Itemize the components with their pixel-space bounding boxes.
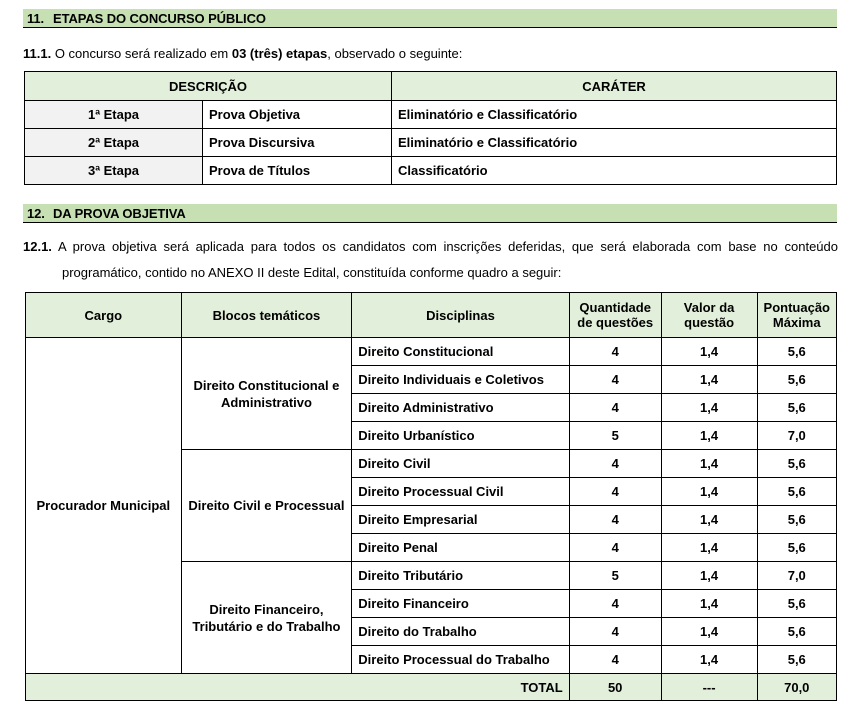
- bloco-cell: Direito Constitucional e Administrativo: [181, 338, 352, 450]
- exam-cell: Prova Objetiva: [203, 101, 392, 129]
- pontuacao-cell: 5,6: [757, 646, 836, 674]
- header-descricao: DESCRIÇÃO: [25, 72, 392, 101]
- pontuacao-cell: 5,6: [757, 338, 836, 366]
- quantidade-cell: 4: [569, 394, 661, 422]
- section-number: 12.: [27, 206, 45, 221]
- character-cell: Classificatório: [392, 157, 837, 185]
- header-blocos: Blocos temáticos: [181, 293, 352, 338]
- section-title: ETAPAS DO CONCURSO PÚBLICO: [53, 11, 266, 26]
- pontuacao-cell: 5,6: [757, 450, 836, 478]
- table-row: [25, 101, 837, 129]
- valor-cell: 1,4: [661, 394, 757, 422]
- total-pontuacao: 70,0: [757, 674, 836, 701]
- bloco-cell: Direito Civil e Processual: [181, 450, 352, 562]
- disciplina-cell: Direito Urbanístico: [352, 422, 569, 450]
- paragraph-12-1-line-1: [23, 233, 838, 260]
- total-valor: ---: [661, 674, 757, 701]
- quantidade-cell: 4: [569, 338, 661, 366]
- paragraph-text: O concurso será realizado em: [51, 46, 232, 61]
- paragraph-11-1: [23, 40, 462, 67]
- section-12-header: [23, 204, 837, 223]
- valor-cell: 1,4: [661, 646, 757, 674]
- quantidade-cell: 4: [569, 646, 661, 674]
- valor-cell: 1,4: [661, 590, 757, 618]
- quantidade-cell: 4: [569, 450, 661, 478]
- quantidade-cell: 4: [569, 478, 661, 506]
- quantidade-cell: 4: [569, 534, 661, 562]
- paragraph-text: , observado o seguinte:: [327, 46, 463, 61]
- section-number: 11.: [27, 11, 45, 26]
- quantidade-cell: 4: [569, 366, 661, 394]
- disciplina-cell: Direito Constitucional: [352, 338, 569, 366]
- pontuacao-cell: 5,6: [757, 506, 836, 534]
- valor-cell: 1,4: [661, 366, 757, 394]
- disciplina-cell: Direito Financeiro: [352, 590, 569, 618]
- header-valor: Valor da questão: [661, 293, 757, 338]
- table-row: [25, 157, 837, 185]
- paragraph-number: 11.1.: [23, 46, 52, 61]
- pontuacao-cell: 7,0: [757, 562, 836, 590]
- exam-cell: Prova Discursiva: [203, 129, 392, 157]
- disciplina-cell: Direito Individuais e Coletivos: [352, 366, 569, 394]
- valor-cell: 1,4: [661, 422, 757, 450]
- valor-cell: 1,4: [661, 534, 757, 562]
- stages-table: [24, 71, 837, 185]
- character-cell: Eliminatório e Classificatório: [392, 101, 837, 129]
- header-carater: CARÁTER: [392, 72, 837, 101]
- paragraph-number: 12.1.: [23, 239, 52, 254]
- stage-cell: 2ª Etapa: [25, 129, 203, 157]
- character-cell: Eliminatório e Classificatório: [392, 129, 837, 157]
- quantidade-cell: 4: [569, 506, 661, 534]
- pontuacao-cell: 7,0: [757, 422, 836, 450]
- valor-cell: 1,4: [661, 450, 757, 478]
- pontuacao-cell: 5,6: [757, 618, 836, 646]
- header-cargo: Cargo: [26, 293, 182, 338]
- header-disciplinas: Disciplinas: [352, 293, 569, 338]
- stage-cell: 3ª Etapa: [25, 157, 203, 185]
- quantidade-cell: 5: [569, 562, 661, 590]
- total-quantidade: 50: [569, 674, 661, 701]
- paragraph-bold: 03 (três) etapas: [231, 46, 328, 61]
- stage-cell: 1ª Etapa: [25, 101, 203, 129]
- pontuacao-cell: 5,6: [757, 394, 836, 422]
- disciplina-cell: Direito Civil: [352, 450, 569, 478]
- valor-cell: 1,4: [661, 562, 757, 590]
- disciplina-cell: Direito do Trabalho: [352, 618, 569, 646]
- paragraph-12-1-line-2: [62, 259, 561, 286]
- quantidade-cell: 4: [569, 590, 661, 618]
- header-quantidade: Quantidade de questões: [569, 293, 661, 338]
- disciplina-cell: Direito Processual Civil: [352, 478, 569, 506]
- total-row: [26, 674, 837, 701]
- table-header-row: [26, 293, 837, 338]
- exam-cell: Prova de Títulos: [203, 157, 392, 185]
- section-title: DA PROVA OBJETIVA: [53, 206, 186, 221]
- table-row: [26, 338, 837, 366]
- paragraph-text: programático, contido no ANEXO II deste Edital, constituída conforme quadro a seguir:: [62, 265, 562, 280]
- valor-cell: 1,4: [661, 478, 757, 506]
- cargo-cell: Procurador Municipal: [26, 338, 182, 674]
- disciplina-cell: Direito Processual do Trabalho: [352, 646, 569, 674]
- disciplina-cell: Direito Empresarial: [352, 506, 569, 534]
- table-row: [25, 129, 837, 157]
- header-pontuacao: Pontuação Máxima: [757, 293, 836, 338]
- pontuacao-cell: 5,6: [757, 366, 836, 394]
- disciplina-cell: Direito Tributário: [352, 562, 569, 590]
- quantidade-cell: 4: [569, 618, 661, 646]
- valor-cell: 1,4: [661, 506, 757, 534]
- objective-exam-table: [25, 292, 837, 701]
- section-11-header: [23, 9, 837, 28]
- pontuacao-cell: 5,6: [757, 590, 836, 618]
- disciplina-cell: Direito Penal: [352, 534, 569, 562]
- table-header-row: [25, 72, 837, 101]
- valor-cell: 1,4: [661, 338, 757, 366]
- quantidade-cell: 5: [569, 422, 661, 450]
- pontuacao-cell: 5,6: [757, 478, 836, 506]
- total-label: TOTAL: [26, 674, 570, 701]
- pontuacao-cell: 5,6: [757, 534, 836, 562]
- bloco-cell: Direito Financeiro, Tributário e do Trabalho: [181, 562, 352, 674]
- paragraph-text: A prova objetiva será aplicada para todos os candidatos com inscrições deferidas, que será elaborada com base no conteúdo: [51, 239, 838, 254]
- valor-cell: 1,4: [661, 618, 757, 646]
- disciplina-cell: Direito Administrativo: [352, 394, 569, 422]
